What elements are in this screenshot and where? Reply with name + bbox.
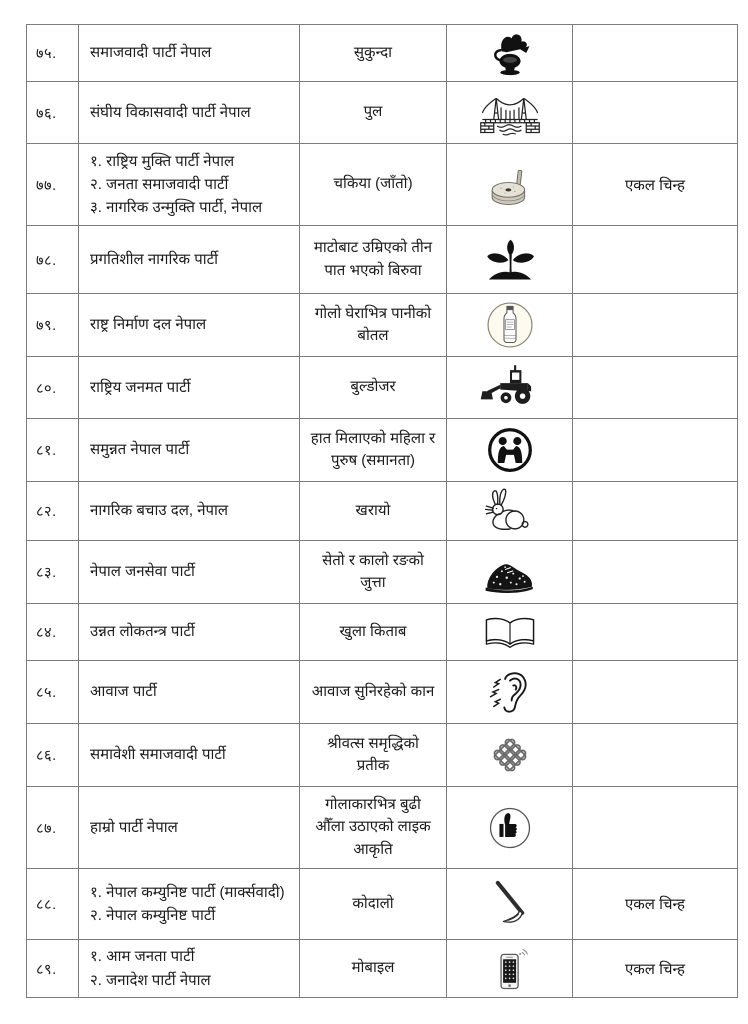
party-name-cell (79, 604, 300, 661)
table-row (27, 482, 738, 541)
grinding-stone-icon (477, 159, 543, 211)
party-name-line: १. राष्ट्रिय मुक्ति पार्टी नेपाल (90, 152, 235, 170)
party-name-line: हाम्रो पार्टी नेपाल (90, 818, 178, 836)
remark-cell (573, 604, 738, 661)
remark-cell (573, 144, 738, 226)
remark-cell (573, 661, 738, 724)
sukunda-lamp-icon (477, 27, 543, 79)
sprouting-plant-icon (477, 234, 543, 286)
symbol-name-cell (300, 724, 447, 787)
party-name-line: १. नेपाल कम्युनिष्ट पार्टी (मार्क्सवादी) (90, 883, 285, 901)
party-name-line: उन्नत लोकतन्त्र पार्टी (90, 623, 195, 641)
symbol-image-cell (447, 661, 573, 724)
row-number-cell (27, 25, 79, 82)
open-book-icon (477, 606, 543, 658)
symbol-name: कोदालो (352, 894, 394, 912)
symbol-name-cell (300, 787, 447, 869)
party-name-line: संघीय विकासवादी पार्टी नेपाल (90, 103, 251, 121)
symbol-name-cell (300, 144, 447, 226)
symbol-name: पुल (363, 103, 383, 121)
row-number-cell (27, 294, 79, 357)
row-number: ७६. (36, 105, 57, 122)
row-number-cell (27, 482, 79, 541)
symbol-image-cell (447, 294, 573, 357)
listening-ear-icon (477, 666, 543, 718)
symbol-name-cell (300, 869, 447, 940)
table-row (27, 724, 738, 787)
symbol-name: मोबाइल (351, 959, 395, 977)
party-name-line: २. नेपाल कम्युनिष्ट पार्टी (90, 907, 216, 924)
party-name-cell (79, 25, 300, 82)
row-number: ८४. (36, 625, 57, 641)
suspension-bridge-icon (477, 87, 543, 139)
symbol-name: चकिया (जाँतो) (333, 175, 413, 193)
party-name-line: समाजवादी पार्टी नेपाल (90, 44, 212, 62)
party-name-cell (79, 144, 300, 226)
party-name-line: २. जनादेश पार्टी नेपाल (90, 971, 211, 989)
row-number-cell (27, 940, 79, 998)
remark: एकल चिन्ह (624, 960, 685, 978)
symbol-name-cell (300, 294, 447, 357)
symbol-image-cell (447, 82, 573, 144)
remark-cell (573, 482, 738, 541)
endless-knot-icon (477, 729, 543, 781)
table-row (27, 604, 738, 661)
symbol-name: सुकुन्दा (353, 43, 393, 61)
party-name-line: राष्ट्र निर्माण दल नेपाल (90, 316, 207, 334)
table-row (27, 787, 738, 869)
party-table-body (27, 25, 738, 998)
symbol-name: गोलाकारभित्र बुढी औँला उठाएको लाइक आकृति (315, 795, 431, 858)
party-name-cell (79, 940, 300, 998)
row-number-cell (27, 144, 79, 226)
party-name-line: समावेशी समाजवादी पार्टी (90, 746, 226, 764)
remark-cell (573, 724, 738, 787)
symbol-image-cell (447, 419, 573, 482)
symbol-image-cell (447, 869, 573, 940)
symbol-name-cell (300, 482, 447, 541)
remark-cell (573, 869, 738, 940)
row-number: ८७. (36, 820, 57, 837)
shoe-icon (477, 546, 543, 598)
bulldozer-icon (477, 362, 543, 414)
party-name-line: २. जनता समाजवादी पार्टी (90, 175, 229, 193)
row-number-cell (27, 419, 79, 482)
party-name-line: आवाज पार्टी (90, 683, 157, 701)
symbol-name: माटोबाट उम्रिएको तीन पात भएको बिरुवा (313, 239, 433, 279)
row-number: ८२. (36, 504, 57, 520)
symbol-name-cell (300, 940, 447, 998)
table-row (27, 419, 738, 482)
hoe-icon (477, 878, 543, 930)
symbol-image-cell (447, 787, 573, 869)
symbol-name-cell (300, 357, 447, 419)
remark-cell (573, 787, 738, 869)
row-number-cell (27, 604, 79, 661)
table-row (27, 940, 738, 998)
row-number-cell (27, 226, 79, 294)
row-number-cell (27, 357, 79, 419)
table-row (27, 294, 738, 357)
party-name-cell (79, 661, 300, 724)
row-number-cell (27, 869, 79, 940)
symbol-image-cell (447, 226, 573, 294)
party-name-line: राष्ट्रिय जनमत पार्टी (90, 378, 191, 396)
party-name-line: नेपाल जनसेवा पार्टी (90, 563, 195, 581)
symbol-name-cell (300, 25, 447, 82)
party-name-cell (79, 541, 300, 604)
row-number: ८३. (36, 565, 57, 581)
row-number: ८१. (36, 443, 57, 459)
thumbs-up-circle-icon (477, 802, 543, 854)
table-row (27, 357, 738, 419)
row-number: ८५. (36, 685, 57, 701)
symbol-name: श्रीवत्स समृद्धिको प्रतीक (327, 734, 419, 774)
party-name-line: ३. नागरिक उन्मुक्ति पार्टी, नेपाल (90, 199, 263, 217)
table-row (27, 25, 738, 82)
symbol-name: गोलो घेराभित्र पानीको बोतल (314, 304, 432, 344)
party-name-cell (79, 482, 300, 541)
symbol-image-cell (447, 144, 573, 226)
row-number: ८८. (36, 897, 57, 913)
party-name-line: नागरिक बचाउ दल, नेपाल (90, 502, 229, 520)
party-name-cell (79, 82, 300, 144)
table-row (27, 226, 738, 294)
row-number: ७७. (36, 177, 57, 194)
water-bottle-circle-icon (477, 299, 543, 351)
symbol-name-cell (300, 604, 447, 661)
party-symbol-table (26, 24, 738, 998)
table-row (27, 144, 738, 226)
symbol-image-cell (447, 357, 573, 419)
remark-cell (573, 294, 738, 357)
symbol-name-cell (300, 541, 447, 604)
symbol-name-cell (300, 82, 447, 144)
symbol-name: खुला किताब (339, 622, 407, 640)
symbol-image-cell (447, 541, 573, 604)
party-name-cell (79, 869, 300, 940)
row-number: ७५. (36, 46, 57, 62)
party-name-cell (79, 357, 300, 419)
remark: एकल चिन्ह (624, 896, 685, 913)
row-number-cell (27, 724, 79, 787)
symbol-image-cell (447, 25, 573, 82)
remark-cell (573, 940, 738, 998)
symbol-name-cell (300, 661, 447, 724)
symbol-name: बुल्डोजर (350, 378, 396, 396)
mobile-phone-icon (477, 943, 543, 995)
symbol-name: हात मिलाएको महिला र पुरुष (समानता) (310, 429, 436, 469)
remark-cell (573, 357, 738, 419)
row-number: ८९. (36, 961, 57, 978)
row-number-cell (27, 82, 79, 144)
row-number-cell (27, 661, 79, 724)
table-row (27, 869, 738, 940)
party-name-cell (79, 294, 300, 357)
party-name-line: समुन्नत नेपाल पार्टी (90, 441, 190, 459)
table-row (27, 82, 738, 144)
party-name-line: प्रगतिशील नागरिक पार्टी (90, 250, 219, 268)
symbol-name-cell (300, 419, 447, 482)
party-name-cell (79, 419, 300, 482)
party-name-cell (79, 787, 300, 869)
row-number: ७८. (36, 252, 57, 269)
remark: एकल चिन्ह (624, 176, 685, 194)
remark-cell (573, 541, 738, 604)
row-number: ८०. (36, 380, 57, 397)
row-number-cell (27, 787, 79, 869)
symbol-name-cell (300, 226, 447, 294)
remark-cell (573, 226, 738, 294)
party-name-line: १. आम जनता पार्टी (90, 948, 195, 966)
table-row (27, 541, 738, 604)
symbol-image-cell (447, 482, 573, 541)
party-name-cell (79, 226, 300, 294)
symbol-name: सेतो र कालो रङको जुत्ता (322, 551, 424, 591)
symbol-image-cell (447, 604, 573, 661)
symbol-image-cell (447, 940, 573, 998)
handshake-circle-icon (477, 424, 543, 476)
rabbit-icon (477, 485, 543, 537)
symbol-image-cell (447, 724, 573, 787)
row-number: ८६. (36, 748, 57, 764)
remark-cell (573, 25, 738, 82)
row-number-cell (27, 541, 79, 604)
row-number: ७९. (36, 318, 57, 334)
symbol-name: आवाज सुनिरहेको कान (311, 682, 435, 700)
table-row (27, 661, 738, 724)
party-name-cell (79, 724, 300, 787)
remark-cell (573, 82, 738, 144)
remark-cell (573, 419, 738, 482)
symbol-name: खरायो (355, 501, 391, 519)
